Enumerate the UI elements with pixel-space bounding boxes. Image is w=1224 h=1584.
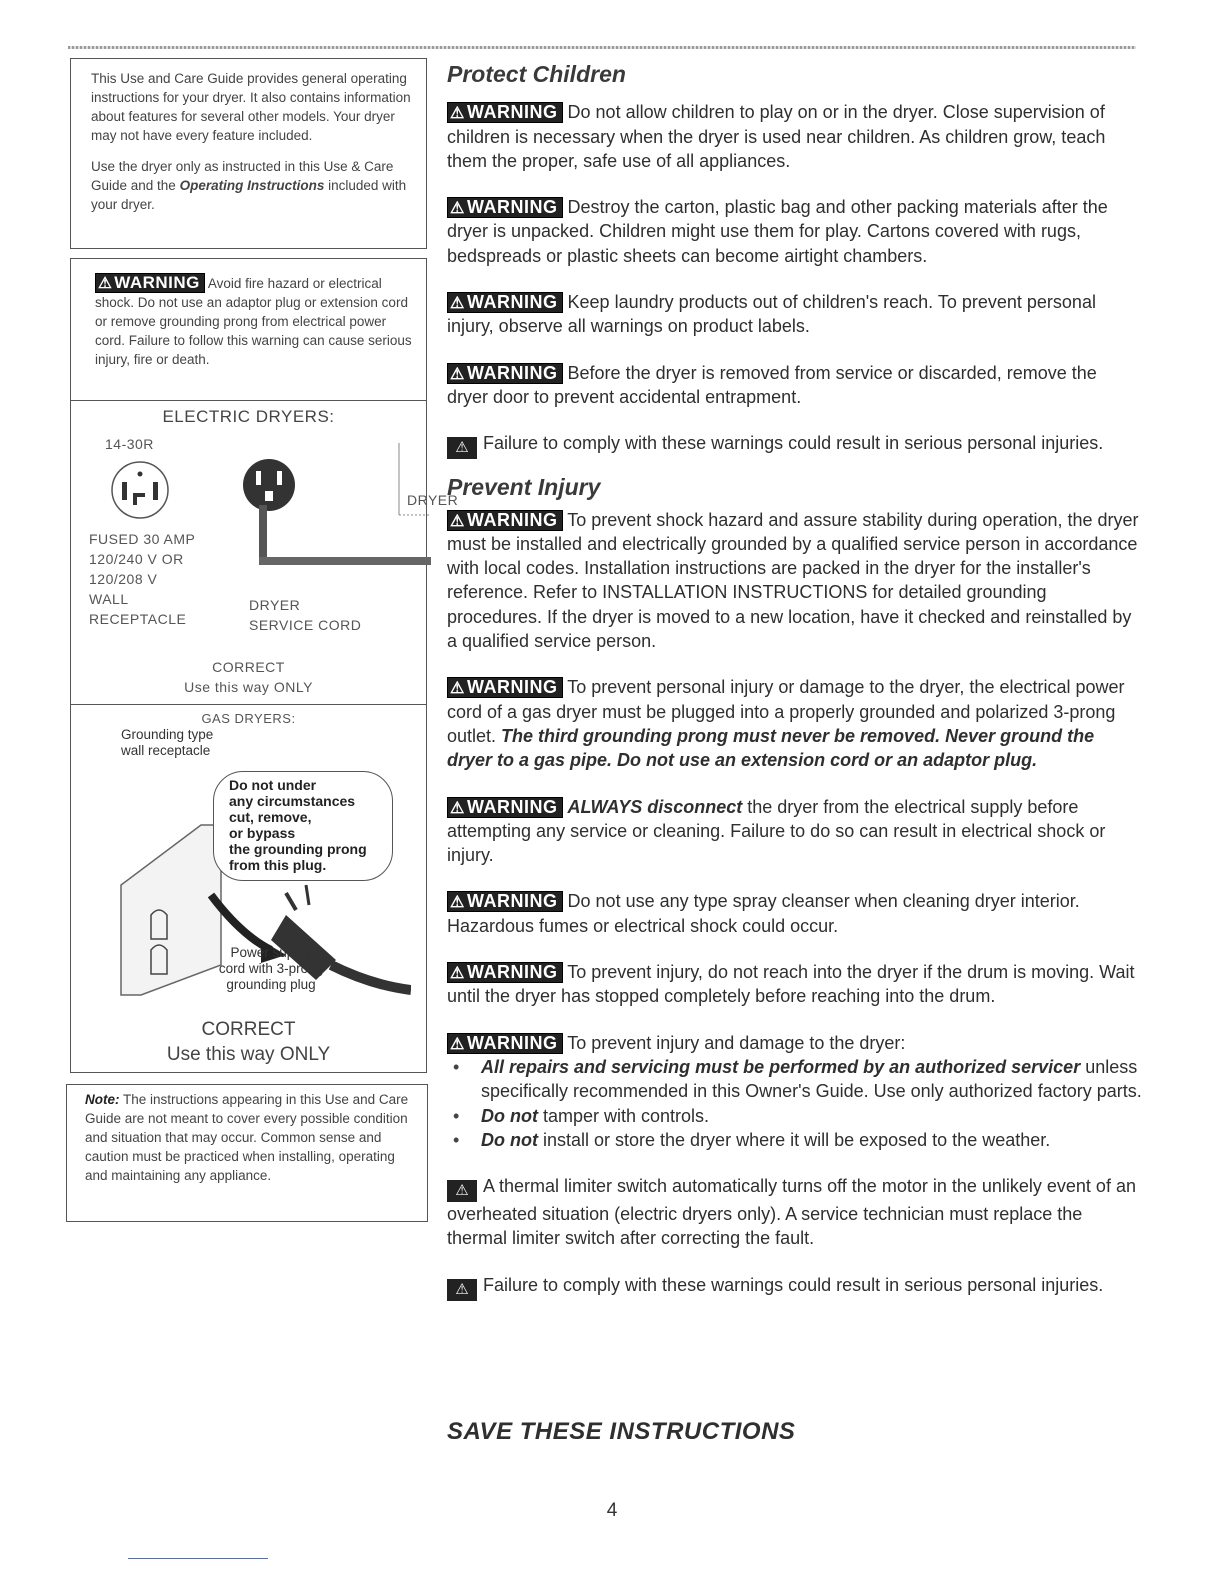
power-line: Power supply (230, 945, 312, 960)
electric-dryers-section (71, 401, 459, 705)
warning-triangle-icon: ⚠ (450, 798, 466, 817)
warning-triangle-icon: ⚠ (450, 679, 466, 698)
callout-line: Do not under (229, 777, 317, 793)
injury-warning-5 (447, 960, 1142, 1009)
power-line: cord with 3-prong (218, 961, 324, 976)
callout-line: or bypass (229, 825, 296, 841)
warning-triangle-icon: ⚠ (450, 511, 466, 530)
warning-box (70, 258, 459, 1073)
bullet-emphasis: Do not (481, 1105, 538, 1126)
warning-text: To prevent injury and damage to the dryer: (567, 1032, 906, 1053)
bullet-text: tamper with controls. (537, 1105, 710, 1126)
fused-line: 120/240 V OR (89, 551, 184, 567)
receptacle-illustration (107, 457, 173, 527)
protect-warning-2 (447, 195, 1142, 268)
receptacle-line: wall receptacle (121, 743, 211, 758)
warning-badge: ⚠ WARNING (447, 510, 563, 531)
thermal-text: A thermal limiter switch automatically turns off the motor in the unlikely event of an overheated situation (electric dryers only). A service technician must replace the thermal limiter switch after correcting the fault. (447, 1176, 1136, 1249)
intro-text-a: Use the dryer only as instructed in this Use & Care Guide and the (91, 159, 394, 193)
warning-badge: ⚠ WARNING (447, 292, 563, 313)
cord-line: SERVICE CORD (249, 617, 362, 633)
warning-emphasis: ALWAYS disconnect (567, 796, 743, 817)
correct-label: CORRECT (201, 1019, 296, 1040)
bullet-text: install or store the dryer where it will be exposed to the weather. (537, 1129, 1051, 1150)
thermal-note (447, 1174, 1142, 1251)
plug-code: 14-30R (105, 436, 154, 452)
warning-text: Keep laundry products out of children's reach. To prevent personal injury, observe all warnings on product labels. (447, 292, 1096, 337)
power-line: grounding plug (226, 977, 316, 992)
warning-triangle-icon: ⚠ (447, 437, 477, 459)
fused-line: RECEPTACLE (89, 611, 187, 627)
protect-warning-1 (447, 100, 1142, 173)
warning-text: Destroy the carton, plastic bag and other packing materials after the dryer is unpacked. Children might use them for play. Cartons covered with rugs, bedspreads or plastic sheets can become airtight chambers. (447, 197, 1108, 266)
fused-line: WALL (89, 591, 129, 607)
fused-line: 120/208 V (89, 571, 158, 587)
warning-text: the dryer from the electrical supply before attempting any service or cleaning. Failure to do so can result in electrical shock or injury. (447, 796, 1106, 866)
dryer-label: DRYER (407, 492, 459, 508)
warning-text: To prevent shock hazard and assure stability during operation, the dryer must be installed and electrically grounded by a qualified service person in accordance with local codes. Installation instructions are packed in the dryer for the installer's reference. Refer to INSTALLATION INSTRUCTIONS for detailed grounding procedures. If the dryer is moved to a new location, have it checked and reinstalled by a qualified service person. (447, 509, 1139, 652)
bullet-emphasis: All repairs and servicing must be performed by an authorized servicer (481, 1056, 1081, 1077)
protect-warning-4 (447, 361, 1142, 410)
footer-rule (128, 1558, 268, 1559)
note-text: The instructions appearing in this Use and Care Guide are not meant to cover every possible condition and situation that may occur. Common sense and caution must be practiced when installing, operating and maintaining any appliance. (85, 1092, 409, 1183)
save-instructions-heading: SAVE THESE INSTRUCTIONS (447, 1418, 796, 1445)
power-supply-label (201, 945, 341, 993)
warning-text: Do not allow children to play on or in the dryer. Close supervision of children is necessary when the dryer is used near children. As children grow, teach them the proper, safe use of all appliances. (447, 102, 1106, 171)
cord-line: DRYER (249, 597, 301, 613)
gas-title: GAS DRYERS: (201, 711, 296, 726)
warning-text-block (71, 259, 426, 401)
warning-badge: ⚠ WARNING (447, 1033, 563, 1054)
top-rule (68, 46, 1136, 49)
warning-emphasis: The third grounding prong must never be removed. Never ground the dryer to a gas pipe. Do not use an extension cord or an adaptor plug. (447, 725, 1095, 771)
intro-paragraph-1: This Use and Care Guide provides general operating instructions for your dryer. It also contains information about features for several other models. Your dryer may not have every feature included. (91, 71, 411, 143)
callout-text (229, 777, 367, 873)
warning-triangle-icon: ⚠ (450, 104, 466, 123)
callout-line: any circumstances (229, 793, 356, 809)
warning-text: Do not use any type spray cleanser when cleaning dryer interior. Hazardous fumes or electrical shock could occur. (447, 891, 1080, 936)
injury-warning-3 (447, 795, 1142, 868)
list-item (481, 1128, 1142, 1152)
warning-triangle-icon: ⚠ (450, 199, 466, 218)
list-item (481, 1055, 1142, 1104)
main-content (447, 62, 1142, 1301)
warning-triangle-icon: ⚠ (450, 364, 466, 383)
warning-triangle-icon: ⚠ (450, 893, 466, 912)
failure-note-1 (447, 431, 1142, 459)
intro-paragraph-2 (91, 157, 414, 214)
injury-warning-6 (447, 1031, 1142, 1055)
gas-correct (71, 1017, 426, 1067)
receptacle-line: Grounding type (121, 727, 214, 742)
use-only-label: Use this way ONLY (166, 1044, 331, 1065)
warning-triangle-icon: ⚠ (450, 964, 466, 983)
failure-text: Failure to comply with these warnings could result in serious personal injuries. (483, 433, 1104, 454)
callout-line: cut, remove, (229, 809, 312, 825)
list-item (481, 1104, 1142, 1128)
service-cord-label (249, 595, 361, 635)
warning-text: To prevent personal injury or damage to the dryer, the electrical power cord of a gas dryer must be plugged into a properly grounded and polarized 3-prong outlet. (447, 677, 1125, 746)
warning-triangle-icon: ⚠ (450, 1034, 466, 1053)
warning-badge: ⚠ WARNING (447, 797, 563, 818)
warning-badge: ⚠ WARNING (447, 677, 563, 698)
protect-warning-3 (447, 290, 1142, 339)
warning-text: Avoid fire hazard or electrical shock. Do not use an adaptor plug or extension cord or remove grounding prong from electrical power cord. Failure to follow this warning can cause serious injury, fire or death. (95, 276, 412, 368)
warning-triangle-icon: ⚠ (450, 294, 466, 313)
bullet-text: unless specifically recommended in this Owner's Guide. Use only authorized factory parts. (481, 1056, 1142, 1102)
warning-badge: ⚠ WARNING (447, 962, 563, 983)
warning-badge: ⚠ WARNING (95, 273, 205, 293)
intro-text-bold: Operating Instructions (179, 178, 325, 193)
electric-title: ELECTRIC DRYERS: (162, 407, 335, 426)
prevent-injury-heading: Prevent Injury (447, 474, 601, 501)
page-number: 4 (606, 1500, 618, 1521)
warning-badge: ⚠ WARNING (447, 891, 563, 912)
injury-warning-4 (447, 889, 1142, 938)
injury-warning-1 (447, 508, 1142, 654)
injury-bullet-list (447, 1055, 1142, 1152)
fused-label (89, 529, 195, 629)
failure-text: Failure to comply with these warnings could result in serious personal injuries. (483, 1274, 1104, 1295)
warning-triangle-icon: ⚠ (98, 275, 113, 292)
warning-triangle-icon: ⚠ (447, 1279, 477, 1301)
correct-label: CORRECT (212, 659, 285, 675)
warning-badge: ⚠ WARNING (447, 197, 563, 218)
warning-badge: ⚠ WARNING (447, 363, 563, 384)
warning-badge: ⚠ WARNING (447, 102, 563, 123)
dryer-plug-illustration (221, 443, 431, 593)
callout-line: the grounding prong (229, 841, 367, 857)
failure-note-2 (447, 1273, 1142, 1301)
injury-warning-2 (447, 675, 1142, 772)
warning-triangle-icon: ⚠ (447, 1180, 477, 1202)
gas-dryers-section (71, 705, 426, 1073)
receptacle-label (121, 727, 213, 759)
electric-correct (71, 657, 426, 697)
use-only-label: Use this way ONLY (184, 679, 313, 695)
callout-line: from this plug. (229, 857, 327, 873)
bullet-emphasis: Do not (481, 1129, 538, 1150)
note-box (66, 1084, 428, 1222)
protect-children-heading: Protect Children (447, 61, 626, 87)
intro-text-c: included with your dryer. (91, 178, 407, 212)
fused-line: FUSED 30 AMP (89, 531, 196, 547)
warning-text: Before the dryer is removed from service or discarded, remove the dryer door to prevent accidental entrapment. (447, 362, 1097, 407)
note-label: Note: (85, 1092, 120, 1107)
warning-text: To prevent injury, do not reach into the dryer if the drum is moving. Wait until the dryer has stopped completely before reaching into the drum. (447, 962, 1135, 1007)
intro-box (70, 58, 427, 249)
